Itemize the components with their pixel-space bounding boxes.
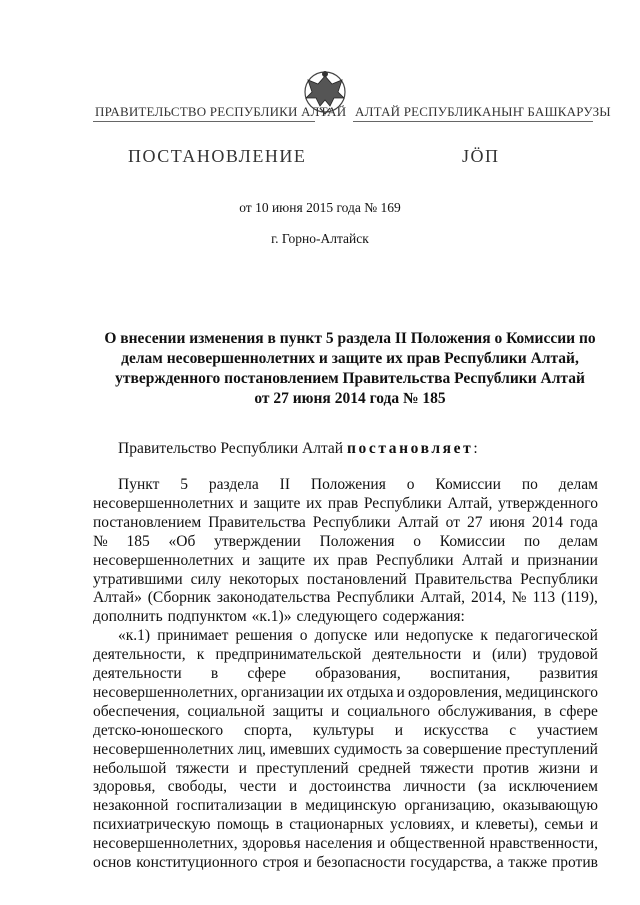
body-word: (119), bbox=[561, 589, 598, 607]
decree-colon: : bbox=[473, 440, 478, 457]
body-word: государства, bbox=[410, 854, 492, 871]
body-word: силу bbox=[190, 570, 222, 588]
body-word: жизни bbox=[538, 759, 581, 777]
body-word: содержания: bbox=[382, 608, 465, 626]
body-word: помощь bbox=[216, 816, 270, 834]
body-word: строя bbox=[262, 854, 299, 871]
body-line bbox=[93, 702, 598, 721]
decree-statement bbox=[118, 440, 478, 458]
body-word: о bbox=[406, 476, 415, 493]
body-word: № bbox=[511, 589, 527, 607]
body-word: оздоровления, bbox=[408, 683, 503, 701]
body-word: защите bbox=[253, 494, 301, 512]
body-word: чести bbox=[239, 778, 277, 796]
body-word: и bbox=[394, 721, 404, 739]
body-word: стационарных bbox=[289, 816, 384, 834]
body-word: средней bbox=[358, 759, 411, 777]
body-word: утратившими bbox=[93, 570, 183, 588]
body-word: их bbox=[313, 551, 330, 569]
body-line bbox=[93, 796, 598, 815]
body-word: и bbox=[241, 551, 251, 569]
body-word: по bbox=[521, 476, 538, 493]
body-line bbox=[93, 853, 598, 872]
decree-subject: Правительство Республики Алтай bbox=[118, 440, 344, 457]
body-word: клеветы), bbox=[475, 816, 538, 834]
body-word: Комиссии bbox=[435, 476, 501, 493]
body-word: раздела bbox=[208, 476, 259, 493]
body-word: утвержденного bbox=[498, 494, 598, 512]
body-word: Правительства bbox=[208, 513, 306, 531]
body-word: о bbox=[299, 627, 308, 645]
body-word: общественной bbox=[389, 835, 486, 853]
body-word: прав bbox=[337, 551, 368, 569]
body-word: обслуживания, bbox=[437, 702, 537, 720]
body-word: решения bbox=[235, 627, 293, 645]
body-word: делам bbox=[558, 532, 598, 550]
body-line bbox=[93, 588, 598, 607]
body-word: несовершеннолетних, bbox=[93, 683, 238, 701]
body-word: социального bbox=[347, 702, 430, 720]
body-word: предпринимательской bbox=[215, 646, 362, 664]
body-word: организации bbox=[240, 683, 325, 701]
body-word: госпитализации bbox=[176, 797, 282, 815]
body-word: 185 bbox=[126, 532, 150, 550]
body-word: признании bbox=[527, 551, 598, 569]
body-word: Республики bbox=[375, 551, 454, 569]
body-word: к bbox=[480, 627, 488, 645]
body-word: против bbox=[483, 759, 530, 777]
body-word: и bbox=[510, 551, 520, 569]
body-word: деятельности, bbox=[93, 646, 186, 664]
body-word: здоровья, bbox=[93, 778, 156, 796]
body-word: небольшой bbox=[93, 759, 167, 777]
body-word: некоторых bbox=[229, 570, 299, 588]
body-word: и bbox=[460, 816, 470, 834]
body-word: лиц, bbox=[237, 740, 266, 758]
body-word: Республики bbox=[312, 513, 391, 531]
body-word: Республики bbox=[336, 589, 415, 607]
body-word: 27 bbox=[467, 513, 483, 531]
government-name-ru: ПРАВИТЕЛЬСТВО РЕСПУБЛИКИ АЛТАЙ bbox=[95, 104, 347, 119]
body-line bbox=[118, 626, 598, 645]
body-word: тяжести bbox=[420, 759, 474, 777]
body-word: подпунктом bbox=[167, 608, 247, 626]
title-line: от 27 июня 2014 года № 185 bbox=[254, 390, 446, 407]
header-divider-left bbox=[93, 121, 315, 122]
body-word: № bbox=[93, 532, 108, 550]
body-word: а bbox=[496, 854, 504, 871]
body-word: также bbox=[508, 854, 548, 871]
body-line bbox=[93, 645, 598, 664]
body-word: по bbox=[523, 532, 541, 550]
body-word: безопасности bbox=[316, 854, 406, 871]
body-word: дополнить bbox=[93, 608, 163, 626]
body-word: совершение bbox=[423, 740, 502, 758]
body-word: допуске bbox=[314, 627, 368, 645]
body-word: тяжести bbox=[175, 759, 230, 777]
body-line bbox=[93, 551, 598, 570]
body-word: II bbox=[279, 476, 290, 493]
body-word: Правительства bbox=[414, 570, 513, 588]
body-line bbox=[93, 777, 598, 796]
decree-verb: постановляет bbox=[346, 440, 474, 457]
body-word: нравственности, bbox=[489, 835, 598, 853]
body-word: и bbox=[589, 759, 598, 777]
body-word: (Сборник bbox=[147, 589, 211, 607]
body-word: детско-юношеского bbox=[93, 721, 224, 739]
body-word: принимает bbox=[157, 627, 229, 645]
government-name-alt: АЛТАЙ РЕСПУБЛИКАНЫҤ БАШКАРУЗЫ bbox=[355, 104, 611, 119]
body-word: и bbox=[589, 816, 598, 834]
body-line bbox=[93, 683, 598, 702]
body-word: достоинства bbox=[309, 778, 391, 796]
body-word: прав bbox=[327, 494, 359, 512]
body-word: преступлений bbox=[256, 759, 349, 777]
body-word: их bbox=[306, 494, 323, 512]
body-word: июня bbox=[489, 513, 525, 531]
body-line bbox=[93, 759, 598, 778]
body-line bbox=[93, 513, 598, 532]
body-word: их bbox=[327, 683, 344, 701]
body-word: или bbox=[374, 627, 399, 645]
document-type-ru: ПОСТАНОВЛЕНИЕ bbox=[128, 146, 307, 166]
header-divider-right bbox=[353, 121, 593, 122]
body-word: медицинскую bbox=[305, 797, 397, 815]
document-title bbox=[95, 329, 605, 409]
body-word: следующего bbox=[296, 608, 378, 626]
body-line bbox=[118, 475, 598, 494]
body-word: участием bbox=[536, 721, 598, 739]
body-word: несовершеннолетних, bbox=[93, 835, 238, 853]
body-word: Комиссии bbox=[439, 532, 506, 550]
body-word: в bbox=[275, 816, 283, 834]
body-word: Республики bbox=[363, 494, 442, 512]
body-word: педагогической bbox=[495, 627, 598, 645]
body-word: психиатрическую bbox=[93, 816, 211, 834]
body-line bbox=[93, 740, 598, 759]
body-word: 113 bbox=[532, 589, 556, 607]
body-word: защиты bbox=[272, 702, 324, 720]
body-word: Алтай, bbox=[447, 494, 493, 512]
body-word: трудовой bbox=[537, 646, 598, 664]
body-word: и bbox=[288, 778, 298, 796]
body-line bbox=[93, 570, 598, 589]
body-word: Положения bbox=[310, 476, 386, 493]
body-word: несовершеннолетних bbox=[93, 494, 234, 512]
body-word: против bbox=[551, 854, 598, 871]
body-word: медицинского bbox=[505, 683, 598, 701]
body-word: деятельности bbox=[93, 665, 182, 682]
body-word: постановлением bbox=[93, 513, 202, 531]
body-word: за bbox=[406, 740, 420, 758]
body-word: основ bbox=[93, 854, 132, 871]
body-word: делам bbox=[558, 476, 598, 493]
body-word: Пункт bbox=[118, 476, 160, 493]
body-line bbox=[93, 664, 598, 683]
body-word: законодательства bbox=[216, 589, 331, 607]
body-word: образования, bbox=[315, 665, 401, 682]
body-word: и bbox=[303, 854, 312, 871]
body-word: «Об bbox=[168, 532, 196, 550]
body-word: Республики bbox=[520, 570, 598, 588]
body-word: преступлений bbox=[505, 740, 598, 758]
body-word: Алтай bbox=[461, 551, 503, 569]
body-word: Алтай, bbox=[420, 589, 466, 607]
body-word: «к.1)» bbox=[251, 608, 292, 626]
body-word: личности bbox=[403, 778, 466, 796]
document-city: г. Горно-Алтайск bbox=[271, 231, 369, 246]
body-word: социальной bbox=[187, 702, 265, 720]
body-word: в bbox=[544, 702, 552, 720]
body-word: Алтай bbox=[397, 513, 439, 531]
body-word: и bbox=[238, 759, 247, 777]
body-word: судимость bbox=[333, 740, 403, 758]
body-line bbox=[93, 607, 598, 626]
body-word: с bbox=[509, 721, 517, 739]
body-word: и bbox=[377, 835, 386, 853]
body-word: в bbox=[289, 797, 298, 815]
body-word: 2014 bbox=[531, 513, 563, 531]
body-word: и bbox=[331, 702, 340, 720]
body-word: незаконной bbox=[93, 797, 169, 815]
body-word: несовершеннолетних bbox=[93, 740, 234, 758]
body-word: Алтай» bbox=[93, 589, 142, 607]
body-word: культуры bbox=[312, 721, 374, 739]
body-word: Положения bbox=[319, 532, 395, 550]
body-word: года bbox=[569, 513, 598, 531]
body-line bbox=[93, 815, 598, 834]
body-word: и bbox=[472, 646, 481, 664]
body-word: обеспечения, bbox=[93, 702, 180, 720]
body-word: развития bbox=[539, 665, 598, 682]
body-word: сфере bbox=[247, 665, 286, 682]
body-word: семьи bbox=[544, 816, 584, 834]
document-date-number: от 10 июня 2015 года № 169 bbox=[239, 200, 401, 215]
title-line: утвержденного постановлением Правительства Республики Алтай bbox=[115, 370, 585, 387]
body-word: имевших bbox=[269, 740, 331, 758]
body-word: деятельности bbox=[372, 646, 462, 664]
body-word: 5 bbox=[180, 476, 188, 493]
body-word: населения bbox=[305, 835, 373, 853]
body-word: исключением bbox=[508, 778, 598, 796]
body-word: свободы, bbox=[167, 778, 227, 796]
body-word: «к.1) bbox=[118, 627, 151, 645]
body-word: о bbox=[413, 532, 422, 550]
body-word: недопуске bbox=[405, 627, 474, 645]
body-word: условиях, bbox=[390, 816, 455, 834]
body-word: оказывающую bbox=[502, 797, 598, 815]
body-word: воспитания, bbox=[429, 665, 511, 682]
body-word: искусства bbox=[423, 721, 489, 739]
body-line bbox=[93, 532, 598, 551]
body-word: постановлений bbox=[306, 570, 407, 588]
title-line: делам несовершеннолетних и защите их прав Республики Алтай, bbox=[121, 350, 579, 367]
body-line bbox=[93, 494, 598, 513]
body-word: от bbox=[445, 513, 460, 531]
body-word: (или) bbox=[491, 646, 527, 664]
body-word: сфере bbox=[559, 702, 598, 720]
body-word: 2014, bbox=[470, 589, 506, 607]
body-word: и bbox=[396, 683, 405, 701]
body-word: конституционного bbox=[136, 854, 258, 871]
body-word: здоровья bbox=[242, 835, 301, 853]
title-line: О внесении изменения в пункт 5 раздела II Положения о Комиссии по bbox=[104, 330, 596, 347]
body-line bbox=[93, 834, 598, 853]
body-word: к bbox=[196, 646, 205, 664]
body-word: в bbox=[210, 665, 219, 682]
body-word: (за bbox=[478, 778, 497, 796]
body-word: несовершеннолетних bbox=[93, 551, 234, 569]
document-type-alt: JÖП bbox=[462, 146, 500, 166]
body-word: защите bbox=[258, 551, 306, 569]
body-word: и bbox=[239, 494, 248, 512]
body-word: отдыха bbox=[346, 683, 394, 701]
body-word: спорта, bbox=[243, 721, 293, 739]
body-word: утверждении bbox=[214, 532, 301, 550]
body-word: организацию, bbox=[404, 797, 495, 815]
body-line bbox=[93, 721, 598, 740]
